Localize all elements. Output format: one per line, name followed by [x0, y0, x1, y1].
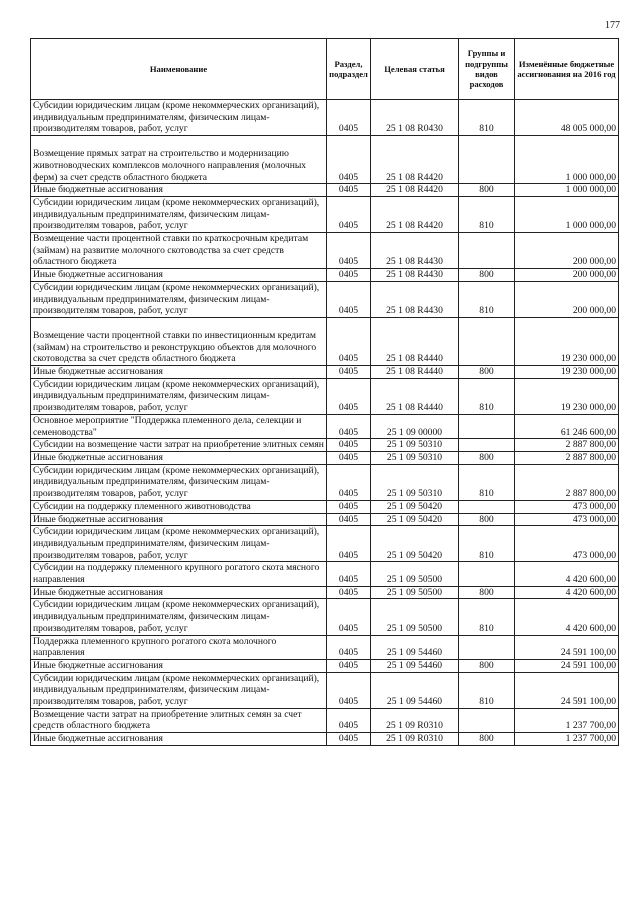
cell-name: Возмещение части процентной ставки по инвестиционным кредитам (займам) на строительство и реконструкцию объектов для молочного скотоводства за счет средств областного бюджета — [31, 317, 327, 365]
cell-section: 0405 — [327, 708, 371, 732]
cell-name: Субсидии юридическим лицам (кроме некоммерческих организаций), индивидуальным предпринимателям, физическим лицам-производителям товаров, работ, услуг — [31, 464, 327, 500]
table-row — [31, 708, 619, 732]
column-header-amount: Изменённые бюджетные ассигнования на 2016 год — [515, 39, 619, 100]
cell-target: 25 1 09 50500 — [371, 562, 459, 586]
cell-amount: 2 887 800,00 — [515, 464, 619, 500]
cell-target: 25 1 08 R4440 — [371, 317, 459, 365]
cell-section: 0405 — [327, 196, 371, 232]
cell-target: 25 1 09 50500 — [371, 586, 459, 599]
cell-group: 810 — [459, 378, 515, 414]
cell-amount: 200 000,00 — [515, 269, 619, 282]
cell-section: 0405 — [327, 100, 371, 136]
table-row — [31, 513, 619, 526]
cell-amount: 473 000,00 — [515, 526, 619, 562]
cell-group: 810 — [459, 599, 515, 635]
cell-group: 800 — [459, 269, 515, 282]
table-row — [31, 562, 619, 586]
cell-amount: 200 000,00 — [515, 281, 619, 317]
cell-section: 0405 — [327, 366, 371, 379]
table-row — [31, 233, 619, 269]
cell-group: 810 — [459, 526, 515, 562]
cell-section: 0405 — [327, 439, 371, 452]
cell-amount: 1 237 700,00 — [515, 733, 619, 746]
cell-name: Субсидии юридическим лицам (кроме некоммерческих организаций), индивидуальным предпринимателям, физическим лицам-производителям товаров, работ, услуг — [31, 672, 327, 708]
cell-group: 800 — [459, 733, 515, 746]
cell-target: 25 1 09 50420 — [371, 526, 459, 562]
table-row — [31, 281, 619, 317]
cell-group — [459, 439, 515, 452]
cell-name: Субсидии юридическим лицам (кроме некоммерческих организаций), индивидуальным предпринимателям, физическим лицам-производителям товаров, работ, услуг — [31, 599, 327, 635]
cell-amount: 473 000,00 — [515, 500, 619, 513]
cell-name: Субсидии юридическим лицам (кроме некоммерческих организаций), индивидуальным предпринимателям, физическим лицам-производителям товаров, работ, услуг — [31, 281, 327, 317]
table-row — [31, 136, 619, 184]
cell-target: 25 1 09 R0310 — [371, 708, 459, 732]
table-row — [31, 269, 619, 282]
cell-section: 0405 — [327, 269, 371, 282]
cell-group — [459, 414, 515, 438]
column-header-group: Группы и подгруппы видов расходов — [459, 39, 515, 100]
cell-amount: 48 005 000,00 — [515, 100, 619, 136]
cell-section: 0405 — [327, 513, 371, 526]
cell-amount: 19 230 000,00 — [515, 366, 619, 379]
cell-name: Возмещение части затрат на приобретение элитных семян за счет средств областного бюджета — [31, 708, 327, 732]
cell-amount: 4 420 600,00 — [515, 599, 619, 635]
cell-name: Иные бюджетные ассигнования — [31, 366, 327, 379]
cell-section: 0405 — [327, 451, 371, 464]
cell-name: Возмещение прямых затрат на строительство и модернизацию животноводческих комплексов молочного направления (молочных ферм) за счет средств областного бюджета — [31, 136, 327, 184]
cell-target: 25 1 08 R4420 — [371, 184, 459, 197]
cell-group: 800 — [459, 451, 515, 464]
cell-name: Субсидии на возмещение части затрат на приобретение элитных семян — [31, 439, 327, 452]
table-row — [31, 439, 619, 452]
cell-amount: 2 887 800,00 — [515, 439, 619, 452]
column-header-target: Целевая статья — [371, 39, 459, 100]
column-header-name: Наименование — [31, 39, 327, 100]
cell-group: 800 — [459, 513, 515, 526]
cell-group — [459, 708, 515, 732]
table-row — [31, 733, 619, 746]
cell-amount: 4 420 600,00 — [515, 562, 619, 586]
cell-section: 0405 — [327, 184, 371, 197]
cell-name: Основное мероприятие "Поддержка племенного дела, селекции и семеноводства" — [31, 414, 327, 438]
cell-amount: 24 591 100,00 — [515, 635, 619, 659]
cell-target: 25 1 09 50420 — [371, 513, 459, 526]
cell-target: 25 1 09 50420 — [371, 500, 459, 513]
cell-name: Субсидии юридическим лицам (кроме некоммерческих организаций), индивидуальным предпринимателям, физическим лицам-производителям товаров, работ, услуг — [31, 100, 327, 136]
cell-amount: 19 230 000,00 — [515, 317, 619, 365]
cell-name: Иные бюджетные ассигнования — [31, 451, 327, 464]
cell-group: 800 — [459, 659, 515, 672]
table-row — [31, 414, 619, 438]
cell-group — [459, 500, 515, 513]
table-body — [31, 100, 619, 746]
table-row — [31, 100, 619, 136]
cell-name: Субсидии юридическим лицам (кроме некоммерческих организаций), индивидуальным предпринимателям, физическим лицам-производителям товаров, работ, услуг — [31, 526, 327, 562]
table-row — [31, 451, 619, 464]
table-row — [31, 526, 619, 562]
cell-amount: 24 591 100,00 — [515, 659, 619, 672]
cell-amount: 1 237 700,00 — [515, 708, 619, 732]
cell-amount: 1 000 000,00 — [515, 196, 619, 232]
cell-group: 810 — [459, 464, 515, 500]
cell-target: 25 1 08 R4420 — [371, 136, 459, 184]
cell-amount: 24 591 100,00 — [515, 672, 619, 708]
table-row — [31, 366, 619, 379]
table-row — [31, 317, 619, 365]
cell-target: 25 1 08 R4430 — [371, 281, 459, 317]
cell-target: 25 1 09 54460 — [371, 672, 459, 708]
cell-target: 25 1 09 54460 — [371, 635, 459, 659]
cell-target: 25 1 08 R4440 — [371, 378, 459, 414]
cell-name: Иные бюджетные ассигнования — [31, 513, 327, 526]
table-row — [31, 599, 619, 635]
cell-section: 0405 — [327, 500, 371, 513]
cell-group — [459, 233, 515, 269]
cell-group — [459, 136, 515, 184]
cell-section: 0405 — [327, 733, 371, 746]
cell-group — [459, 562, 515, 586]
cell-section: 0405 — [327, 464, 371, 500]
cell-target: 25 1 08 R0430 — [371, 100, 459, 136]
table-row — [31, 635, 619, 659]
cell-amount: 61 246 600,00 — [515, 414, 619, 438]
cell-target: 25 1 09 50310 — [371, 451, 459, 464]
cell-section: 0405 — [327, 281, 371, 317]
cell-name: Иные бюджетные ассигнования — [31, 184, 327, 197]
table-row — [31, 586, 619, 599]
cell-amount: 1 000 000,00 — [515, 136, 619, 184]
cell-amount: 200 000,00 — [515, 233, 619, 269]
cell-name: Возмещение части процентной ставки по краткосрочным кредитам (займам) на развитие молочного скотоводства за счет средств областного бюджета — [31, 233, 327, 269]
cell-section: 0405 — [327, 672, 371, 708]
cell-section: 0405 — [327, 586, 371, 599]
cell-amount: 473 000,00 — [515, 513, 619, 526]
cell-name: Иные бюджетные ассигнования — [31, 586, 327, 599]
cell-name: Субсидии на поддержку племенного крупного рогатого скота мясного направления — [31, 562, 327, 586]
cell-target: 25 1 08 R4420 — [371, 196, 459, 232]
cell-group: 810 — [459, 196, 515, 232]
cell-section: 0405 — [327, 659, 371, 672]
cell-target: 25 1 08 R4430 — [371, 269, 459, 282]
cell-target: 25 1 09 50310 — [371, 464, 459, 500]
cell-target: 25 1 09 00000 — [371, 414, 459, 438]
cell-section: 0405 — [327, 635, 371, 659]
cell-target: 25 1 09 50500 — [371, 599, 459, 635]
cell-amount: 2 887 800,00 — [515, 451, 619, 464]
cell-section: 0405 — [327, 378, 371, 414]
column-header-section: Раздел, подраздел — [327, 39, 371, 100]
cell-target: 25 1 08 R4430 — [371, 233, 459, 269]
cell-amount: 19 230 000,00 — [515, 378, 619, 414]
cell-name: Субсидии юридическим лицам (кроме некоммерческих организаций), индивидуальным предпринимателям, физическим лицам-производителям товаров, работ, услуг — [31, 196, 327, 232]
cell-name: Субсидии на поддержку племенного животноводства — [31, 500, 327, 513]
cell-target: 25 1 08 R4440 — [371, 366, 459, 379]
table-row — [31, 196, 619, 232]
cell-group: 810 — [459, 100, 515, 136]
cell-section: 0405 — [327, 233, 371, 269]
cell-section: 0405 — [327, 317, 371, 365]
cell-section: 0405 — [327, 599, 371, 635]
cell-section: 0405 — [327, 526, 371, 562]
cell-name: Субсидии юридическим лицам (кроме некоммерческих организаций), индивидуальным предпринимателям, физическим лицам-производителям товаров, работ, услуг — [31, 378, 327, 414]
cell-section: 0405 — [327, 414, 371, 438]
cell-section: 0405 — [327, 562, 371, 586]
cell-target: 25 1 09 54460 — [371, 659, 459, 672]
table-row — [31, 378, 619, 414]
cell-target: 25 1 09 R0310 — [371, 733, 459, 746]
cell-group: 800 — [459, 184, 515, 197]
cell-amount: 4 420 600,00 — [515, 586, 619, 599]
cell-group — [459, 317, 515, 365]
budget-table — [30, 38, 619, 746]
cell-group: 800 — [459, 586, 515, 599]
cell-name: Иные бюджетные ассигнования — [31, 733, 327, 746]
cell-amount: 1 000 000,00 — [515, 184, 619, 197]
cell-group: 810 — [459, 281, 515, 317]
cell-target: 25 1 09 50310 — [371, 439, 459, 452]
table-row — [31, 464, 619, 500]
table-row — [31, 184, 619, 197]
table-row — [31, 659, 619, 672]
cell-section: 0405 — [327, 136, 371, 184]
table-header-row — [31, 39, 619, 100]
cell-group: 800 — [459, 366, 515, 379]
cell-name: Иные бюджетные ассигнования — [31, 269, 327, 282]
table-row — [31, 672, 619, 708]
cell-name: Иные бюджетные ассигнования — [31, 659, 327, 672]
cell-group — [459, 635, 515, 659]
table-row — [31, 500, 619, 513]
cell-name: Поддержка племенного крупного рогатого скота молочного направления — [31, 635, 327, 659]
cell-group: 810 — [459, 672, 515, 708]
page-number: 177 — [605, 20, 620, 31]
